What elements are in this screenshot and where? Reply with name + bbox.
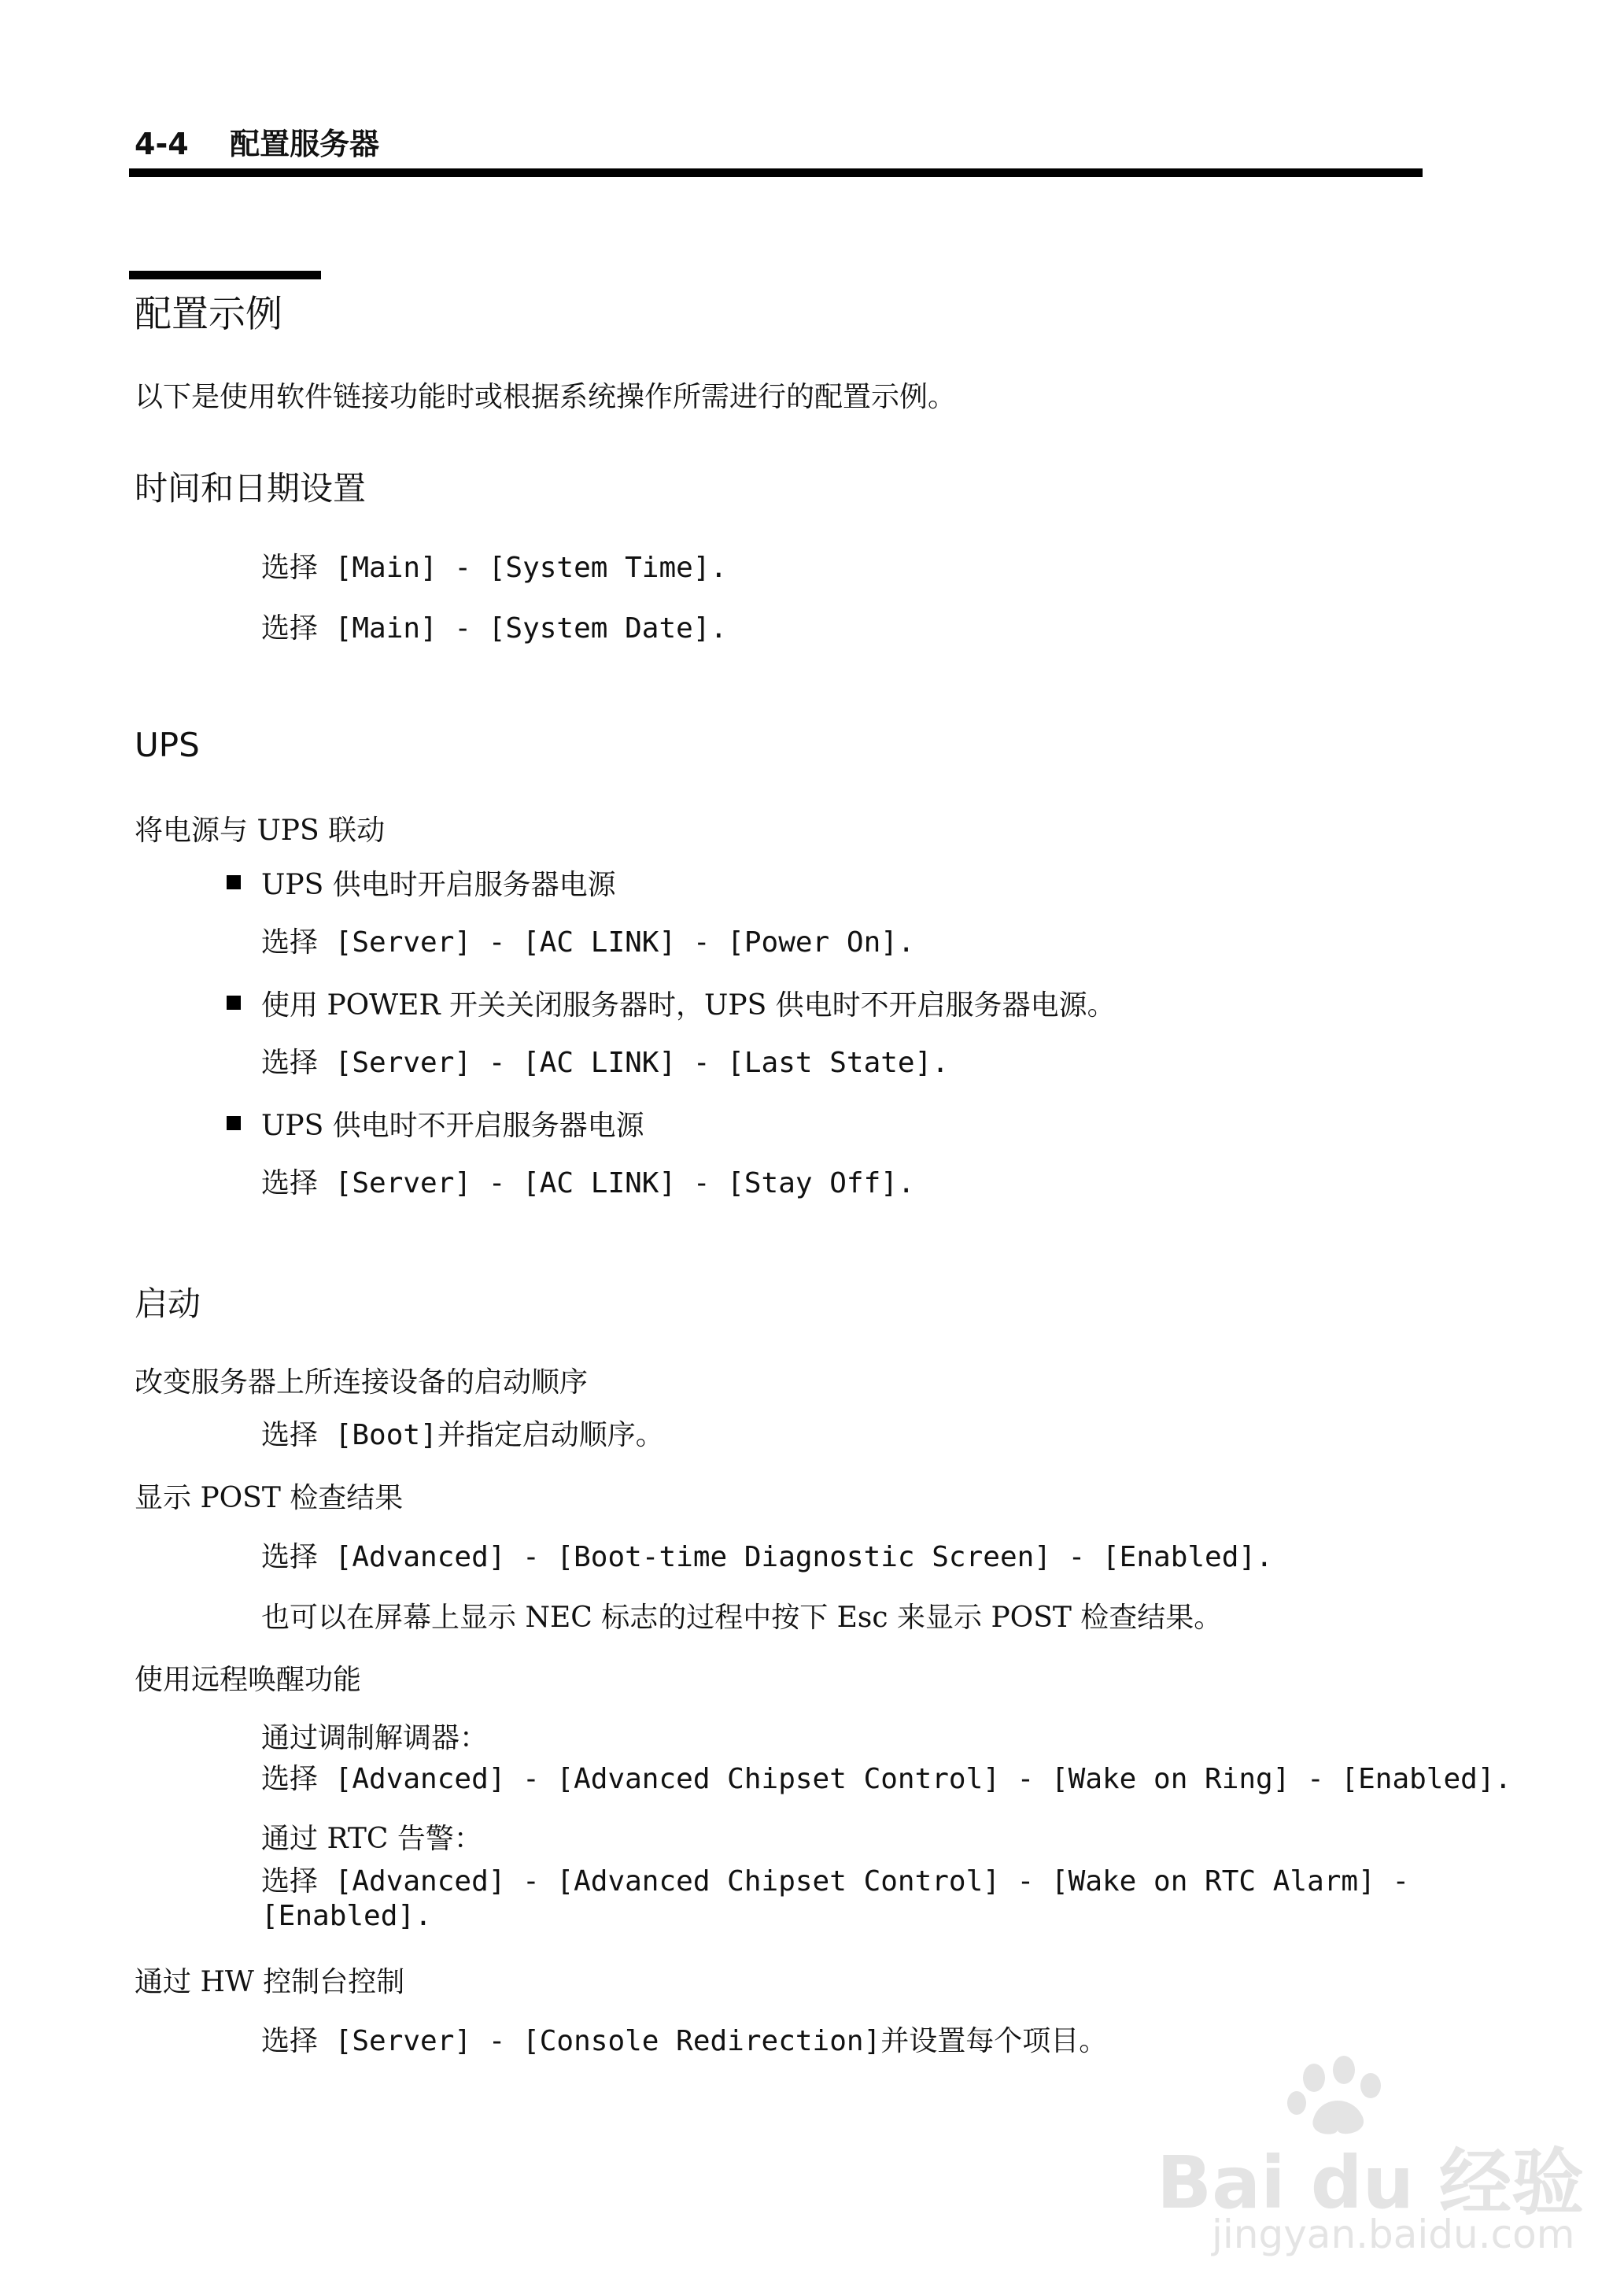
ups-item-1-action: 选择 [Server] - [AC LINK] - [Power On].	[261, 926, 915, 959]
time-date-heading: 时间和日期设置	[135, 469, 367, 508]
ups-item-3-action: 选择 [Server] - [AC LINK] - [Stay Off].	[261, 1167, 915, 1199]
rtc-action-line-2: [Enabled].	[261, 1900, 432, 1932]
date-line: 选择 [Main] - [System Date].	[261, 612, 728, 645]
boot-heading: 启动	[135, 1284, 201, 1323]
watermark-brand: Bai du 经验	[1157, 2141, 1585, 2225]
section-title: 配置示例	[135, 293, 282, 336]
hw-label: 通过 HW 控制台控制	[135, 1966, 405, 1998]
post-note: 也可以在屏幕上显示 NEC 标志的过程中按下 Esc 来显示 POST 检查结果。	[261, 1602, 1223, 1634]
boot-order-label: 改变服务器上所连接设备的启动顺序	[135, 1366, 589, 1399]
ups-item-2: 使用 POWER 开关关闭服务器时，UPS 供电时不开启服务器电源。	[261, 989, 1116, 1022]
modem-label: 通过调制解调器：	[261, 1722, 489, 1754]
chapter-title: 配置服务器	[230, 127, 380, 161]
section-intro: 以下是使用软件链接功能时或根据系统操作所需进行的配置示例。	[135, 381, 957, 413]
ups-item-3: UPS 供电时不开启服务器电源	[261, 1110, 644, 1142]
post-label: 显示 POST 检查结果	[135, 1482, 404, 1514]
ups-item-1: UPS 供电时开启服务器电源	[261, 869, 616, 901]
bullet-icon	[227, 875, 241, 889]
bullet-icon	[227, 1116, 241, 1130]
rtc-action-line-1: 选择 [Advanced] - [Advanced Chipset Control] - [Wake on RTC Alarm] -	[261, 1865, 1410, 1898]
modem-action: 选择 [Advanced] - [Advanced Chipset Control] - [Wake on Ring] - [Enabled].	[261, 1763, 1512, 1795]
rtc-label: 通过 RTC 告警：	[261, 1823, 482, 1855]
watermark-url: jingyan.baidu.com	[1212, 2212, 1575, 2257]
ups-heading: UPS	[135, 726, 200, 764]
section-number: 4-4	[135, 127, 189, 161]
bullet-icon	[227, 996, 241, 1010]
wake-label: 使用远程唤醒功能	[135, 1664, 362, 1696]
boot-order-action: 选择 [Boot]并指定启动顺序。	[261, 1419, 664, 1451]
section-title-bar	[129, 271, 321, 279]
header-rule	[129, 168, 1423, 177]
page-header	[135, 120, 379, 163]
ups-label: 将电源与 UPS 联动	[135, 815, 386, 847]
ups-item-2-action: 选择 [Server] - [AC LINK] - [Last State].	[261, 1047, 949, 1079]
hw-action: 选择 [Server] - [Console Redirection]并设置每个项目。	[261, 2025, 1108, 2057]
post-action: 选择 [Advanced] - [Boot-time Diagnostic Screen] - [Enabled].	[261, 1541, 1273, 1573]
time-line: 选择 [Main] - [System Time].	[261, 552, 728, 584]
